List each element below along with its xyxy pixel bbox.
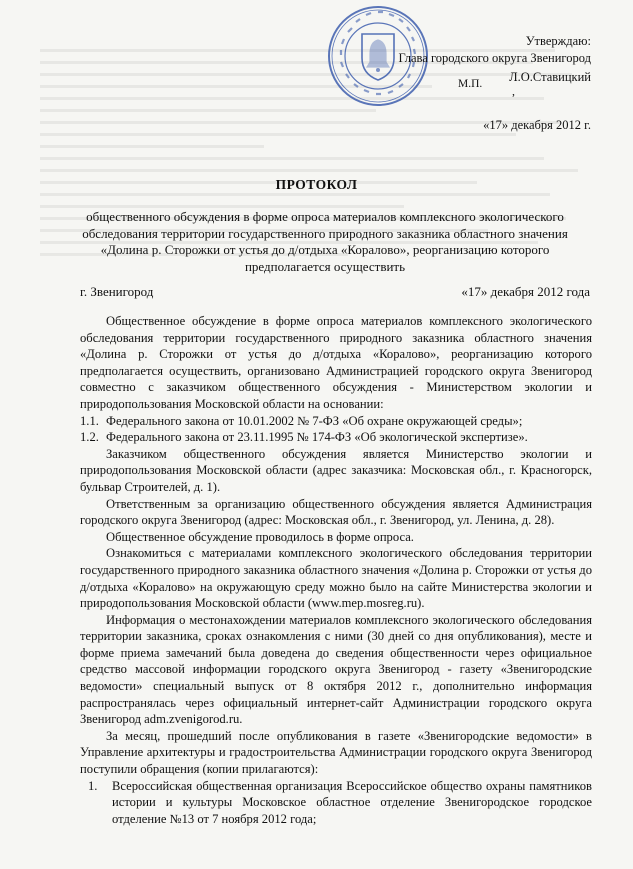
document-body bbox=[80, 313, 592, 827]
document-title: ПРОТОКОЛ bbox=[275, 177, 358, 192]
protocol-date: «17» декабря 2012 года bbox=[461, 284, 590, 299]
paragraph: Общественное обсуждение в форме опроса материалов комплексного экологического обследования территории государственного природного заказника областного значения «Долина р. Сторожки от устья до д/отдыха «Коралово», реорганизацию которого предполагается осуществить, организовано Администрацией городского округа Звенигород совместно с заказчиком общественного обсуждения - Министерством экологии и природопользования Московской области на основании: bbox=[80, 314, 592, 411]
document-subtitle: общественного обсуждения в форме опроса материалов комплексного экологического обследования территории государственного природного заказника областного значения «Долина р. Сторожки от устья до д/отдыха «Коралово», реорганизацию которого предполагается осуществить bbox=[82, 209, 568, 274]
basis-item-text: Федерального закона от 10.01.2002 № 7-ФЗ «Об охране окружающей среды»; bbox=[106, 413, 523, 428]
city-label: г. Звенигород bbox=[80, 284, 154, 299]
basis-item-number: 1.2. bbox=[80, 430, 99, 445]
basis-item-text: Федерального закона от 23.11.1995 № 174-ФЗ «Об экологической экспертизе». bbox=[106, 430, 528, 445]
approval-position: Глава городского округа Звенигород bbox=[398, 51, 591, 65]
basis-item bbox=[80, 413, 592, 430]
appeal-item-text: Всероссийская общественная организация Всероссийское общество охраны памятников истории и культуры Московское областное отделение Звенигородское городское отделение №13 от 7 ноября 2012 года; bbox=[112, 778, 592, 826]
basis-item bbox=[80, 429, 592, 446]
appeal-item bbox=[80, 778, 592, 828]
paragraph: За месяц, прошедший после опубликования в газете «Звенигородские ведомости» в Управление архитектуры и градостроительства Администрации городского округа Звенигород поступили обращения (копии прилагаются): bbox=[80, 728, 592, 777]
paragraph: Ознакомиться с материалами комплексного экологического обследования территории государственного природного заказника областного значения «Долина р. Сторожки от устья до д/отдыха «Коралово» на окружающую среду можно было на сайте Министерства экологии и природопользования Московской области (www.mep.mosreg.ru). bbox=[80, 546, 592, 611]
basis-item-number: 1.1. bbox=[80, 413, 99, 428]
paragraph: Ответственным за организацию общественного обсуждения является Администрация городского округа Звенигород (адрес: Московская обл., г. Звенигород, ул. Ленина, д. 28). bbox=[80, 496, 592, 528]
approval-date: «17» декабря 2012 г. bbox=[483, 118, 591, 132]
appeal-item-number: 1. bbox=[88, 778, 98, 793]
place-date-line bbox=[80, 284, 590, 300]
paragraph: Информация о местонахождении материалов комплексного экологического обследования территории заказника, сроках ознакомления с ними (30 дней со дня опубликования), месте и форме приема замечаний была доведена до сведения общественности через официальное средство массовой информации городского округа Звенигород - газету «Звенигородские ведомости» специальный выпуск от 8 октября 2012 г., дополнительно информация распространялась через официальный интернет-сайт Администрации городского округа Звенигород adm.zvenigorod.ru. bbox=[80, 612, 592, 727]
signature-mark: , bbox=[512, 84, 515, 98]
paragraph: Заказчиком общественного обсуждения является Министерство экологии и природопользования Московской области (адрес заказчика: Московская обл., г. Красногорск, бульвар Строителей, д. 1). bbox=[80, 446, 592, 494]
approval-signatory: Л.О.Ставицкий bbox=[509, 70, 591, 84]
approval-heading: Утверждаю: bbox=[525, 34, 591, 48]
paragraph: Общественное обсуждение проводилось в форме опроса. bbox=[106, 529, 414, 544]
stamp-place-label: М.П. bbox=[458, 78, 483, 90]
